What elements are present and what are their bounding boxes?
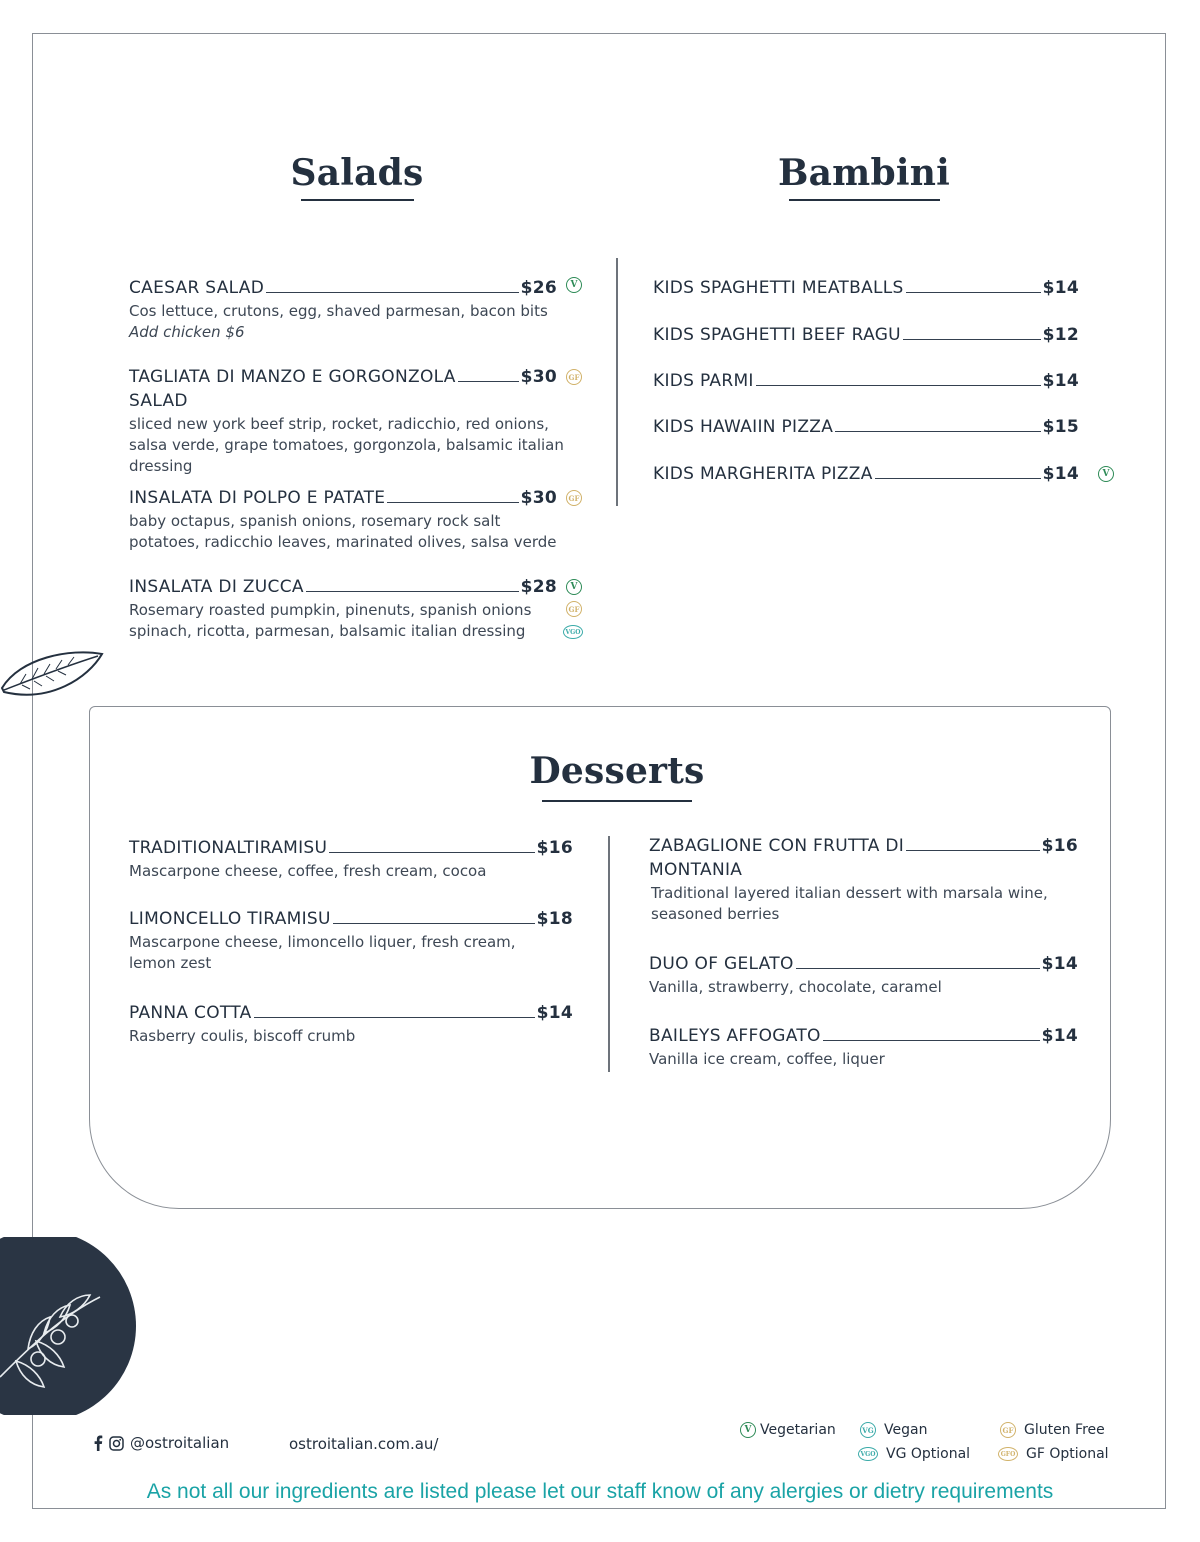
item-name: INSALATA DI ZUCCA	[129, 577, 304, 597]
item-name: KIDS SPAGHETTI BEEF RAGU	[653, 325, 901, 345]
instagram-icon[interactable]	[109, 1436, 124, 1451]
dotted-leader	[756, 385, 1041, 386]
item-description: Vanilla, strawberry, chocolate, caramel	[649, 978, 942, 996]
item-name: KIDS HAWAIIN PIZZA	[653, 417, 834, 437]
menu-item-panna-cotta	[129, 1003, 573, 1047]
menu-item-zabaglione	[649, 836, 1078, 925]
item-addon: Add chicken $6	[129, 323, 245, 341]
social-links	[93, 1434, 229, 1452]
gf-optional-badge-icon: GFO	[998, 1447, 1018, 1461]
menu-item-kids-ragu	[653, 325, 1079, 345]
legend-gf-optional	[998, 1446, 1109, 1462]
dotted-leader	[906, 850, 1040, 851]
item-price: $18	[536, 909, 573, 929]
item-price: $12	[1042, 325, 1079, 345]
item-description: Mascarpone cheese, limoncello liquer, fresh cream, lemon zest	[129, 933, 516, 972]
item-price: $30	[520, 488, 557, 508]
item-description: Mascarpone cheese, coffee, fresh cream, cocoa	[129, 862, 487, 880]
menu-item-tiramisu	[129, 838, 573, 882]
facebook-icon[interactable]	[93, 1435, 103, 1451]
item-name-continued: SALAD	[129, 391, 188, 411]
vegan-badge-icon: VG	[860, 1422, 876, 1438]
gluten-free-badge-icon: GF	[566, 369, 582, 385]
dotted-leader	[823, 1040, 1040, 1041]
menu-item-kids-parmi	[653, 371, 1079, 391]
item-name: KIDS MARGHERITA PIZZA	[653, 464, 873, 484]
item-description-line2: spinach, ricotta, parmesan, balsamic italian dressing	[129, 622, 526, 640]
item-price: $26	[520, 278, 557, 298]
item-name: TAGLIATA DI MANZO E GORGONZOLA	[129, 367, 456, 387]
item-price: $16	[1041, 836, 1078, 856]
legend-label: Gluten Free	[1024, 1422, 1105, 1438]
dotted-leader	[329, 852, 534, 853]
dotted-leader	[903, 339, 1041, 340]
vegetarian-badge-icon: V	[740, 1422, 756, 1438]
legend-label: GF Optional	[1026, 1446, 1109, 1462]
dotted-leader	[266, 292, 519, 293]
legend-label: Vegan	[884, 1422, 928, 1438]
item-name: BAILEYS AFFOGATO	[649, 1026, 821, 1046]
item-price: $14	[536, 1003, 573, 1023]
item-price: $16	[536, 838, 573, 858]
item-name-continued: MONTANIA	[649, 860, 743, 880]
dotted-leader	[906, 292, 1041, 293]
legend-vg-optional	[858, 1446, 970, 1462]
menu-item-limoncello-tiramisu	[129, 909, 573, 974]
item-description: Rasberry coulis, biscoff crumb	[129, 1027, 356, 1045]
item-name: ZABAGLIONE CON FRUTTA DI	[649, 836, 905, 856]
menu-item-polpo	[129, 488, 557, 553]
menu-item-caesar-salad	[129, 278, 557, 343]
column-divider	[616, 258, 618, 506]
legend-gluten-free	[1000, 1422, 1105, 1438]
salads-heading: Salads	[290, 152, 424, 194]
vegetarian-badge-icon: V	[566, 277, 582, 293]
menu-item-affogato	[649, 1026, 1078, 1070]
item-price: $30	[520, 367, 557, 387]
legend-vegan	[860, 1422, 927, 1438]
menu-item-gelato	[649, 954, 1078, 998]
item-description: sliced new york beef strip, rocket, radicchio, red onions, salsa verde, grape tomatoes, gorgonzola, balsamic italian dressing	[129, 415, 564, 475]
website-link[interactable]: ostroitalian.com.au/	[289, 1435, 439, 1453]
dotted-leader	[306, 591, 519, 592]
item-description: Traditional layered italian dessert with marsala wine, seasoned berries	[651, 884, 1048, 923]
item-price: $15	[1042, 417, 1079, 437]
dotted-leader	[835, 431, 1040, 432]
item-price: $14	[1041, 1026, 1078, 1046]
desserts-heading-rule	[542, 800, 692, 802]
legend-label: Vegetarian	[760, 1422, 836, 1438]
olive-branch-circle	[0, 1237, 138, 1415]
menu-item-kids-meatballs	[653, 278, 1079, 298]
item-price: $28	[520, 577, 557, 597]
item-price: $14	[1042, 371, 1079, 391]
item-name: KIDS PARMI	[653, 371, 754, 391]
legend-label: VG Optional	[886, 1446, 971, 1462]
menu-item-kids-margherita	[653, 464, 1079, 484]
item-price: $14	[1041, 954, 1078, 974]
vg-optional-badge-icon: VGO	[563, 625, 583, 639]
item-name: TRADITIONALTIRAMISU	[129, 838, 328, 858]
item-name: CAESAR SALAD	[129, 278, 265, 298]
dotted-leader	[458, 381, 519, 382]
salads-heading-rule	[301, 199, 414, 201]
item-price: $14	[1042, 278, 1079, 298]
bambini-heading-rule	[789, 199, 940, 201]
desserts-heading: Desserts	[529, 750, 705, 792]
leaf-illustration	[0, 648, 106, 708]
dotted-leader	[387, 502, 518, 503]
column-divider	[608, 836, 610, 1072]
dotted-leader	[254, 1017, 535, 1018]
menu-item-tagliata	[129, 367, 564, 477]
item-description: Cos lettuce, crutons, egg, shaved parmesan, bacon bits	[129, 302, 548, 320]
menu-item-kids-hawaiin	[653, 417, 1079, 437]
dotted-leader	[796, 968, 1040, 969]
item-description-line1: Rosemary roasted pumpkin, pinenuts, spanish onions	[129, 601, 532, 619]
item-price: $14	[1042, 464, 1079, 484]
legend-vegetarian	[740, 1422, 836, 1438]
dotted-leader	[875, 478, 1041, 479]
social-handle[interactable]: @ostroitalian	[130, 1434, 230, 1452]
gluten-free-badge-icon: GF	[1000, 1422, 1016, 1438]
gluten-free-badge-icon: GF	[566, 601, 582, 617]
vg-optional-badge-icon: VGO	[858, 1447, 878, 1461]
item-name: INSALATA DI POLPO E PATATE	[129, 488, 386, 508]
dotted-leader	[333, 923, 535, 924]
vegetarian-badge-icon: V	[566, 579, 582, 595]
vegetarian-badge-icon: V	[1098, 466, 1114, 482]
item-description: baby octapus, spanish onions, rosemary rock salt potatoes, radicchio leaves, marinated olives, salsa verde	[129, 512, 557, 551]
item-description: Vanilla ice cream, coffee, liquer	[649, 1050, 885, 1068]
allergy-note: As not all our ingredients are listed please let our staff know of any alergies or dietry requirements	[146, 1480, 1054, 1503]
item-name: DUO OF GELATO	[649, 954, 794, 974]
gluten-free-badge-icon: GF	[566, 490, 582, 506]
item-name: PANNA COTTA	[129, 1003, 252, 1023]
item-name: KIDS SPAGHETTI MEATBALLS	[653, 278, 904, 298]
bambini-heading: Bambini	[778, 152, 950, 194]
item-name: LIMONCELLO TIRAMISU	[129, 909, 331, 929]
menu-item-zucca	[129, 577, 557, 642]
